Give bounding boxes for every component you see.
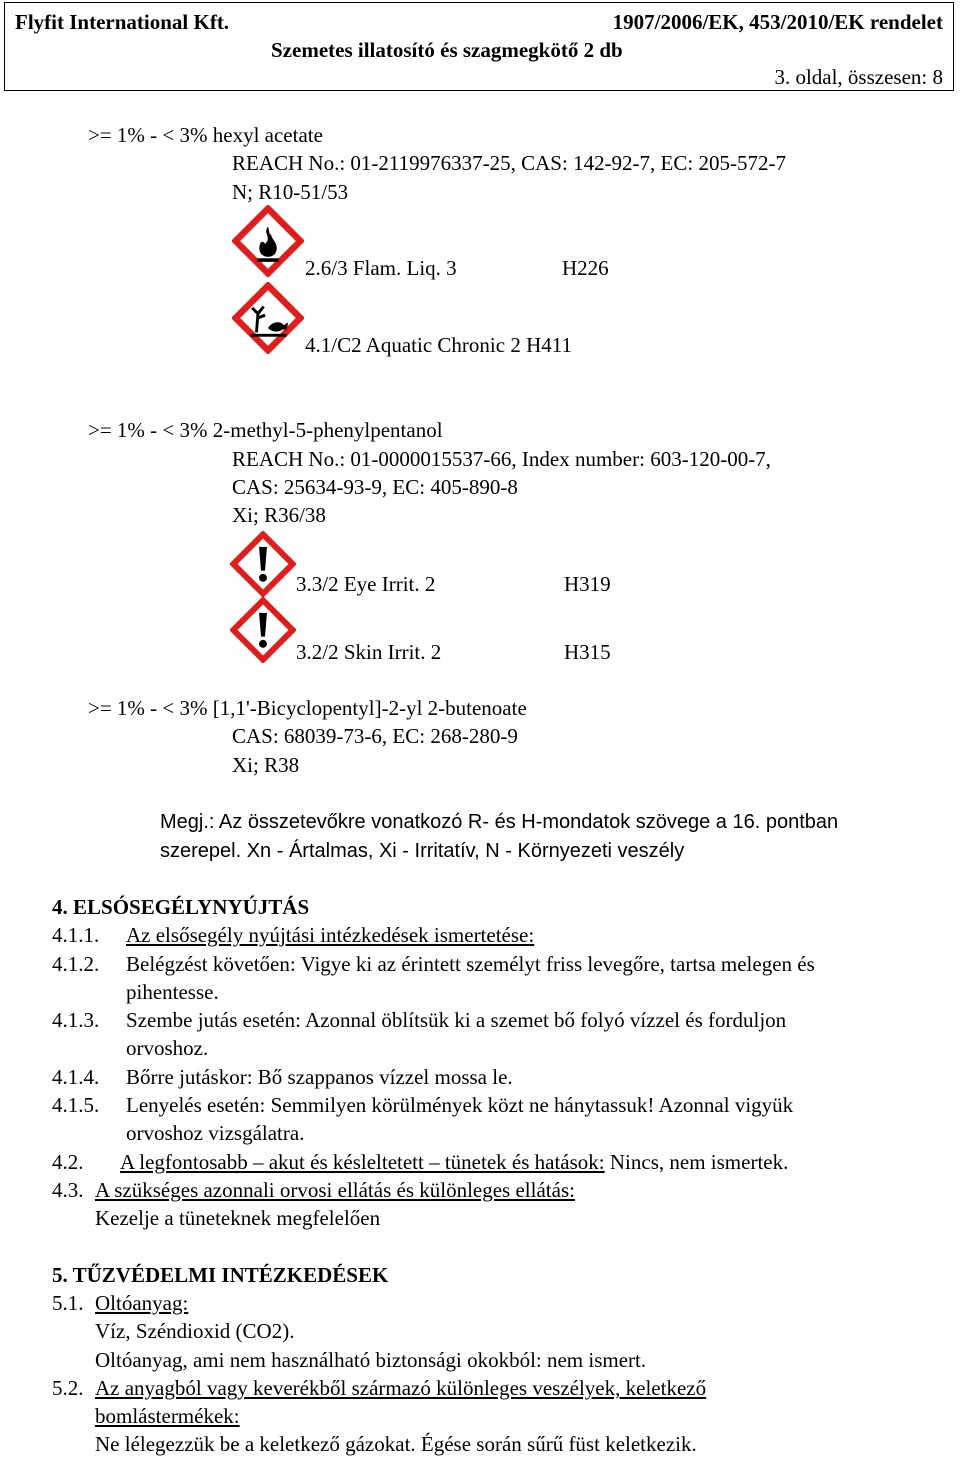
- s51-text-1: Víz, Széndioxid (CO2).: [95, 1319, 295, 1343]
- s414-number: 4.1.4.: [52, 1065, 100, 1089]
- s412-text-2: pihentesse.: [126, 980, 219, 1004]
- s42-number: 4.2.: [52, 1150, 84, 1174]
- s51-heading: Oltóanyag:: [95, 1291, 189, 1315]
- s42-text: Nincs, nem ismertek.: [604, 1150, 789, 1174]
- s415-text-2: orvoshoz vizsgálatra.: [126, 1121, 305, 1145]
- exclamation-icon: [230, 597, 296, 663]
- s52-heading-2: bomlástermékek:: [95, 1404, 240, 1428]
- flame-icon: [232, 205, 304, 277]
- ingredient-3-concentration: >= 1% - < 3% [1,1'-Bicyclopentyl]-2-yl 2-butenoate: [88, 696, 527, 720]
- note-line-2: szerepel. Xn - Ártalmas, Xi - Irritatív, N - Környezeti veszély: [160, 840, 685, 862]
- ingredient-2-hazard-1: H319: [564, 572, 611, 596]
- note-line-1: Megj.: Az összetevőkre vonatkozó R- és H-mondatok szövege a 16. pontban: [160, 811, 839, 833]
- ingredient-2-class-2: 3.2/2 Skin Irrit. 2: [296, 640, 442, 664]
- ingredient-2-class-1: 3.3/2 Eye Irrit. 2: [296, 572, 436, 596]
- ingredient-2-r-phrase: Xi; R36/38: [232, 503, 326, 527]
- s43-heading: A szükséges azonnali orvosi ellátás és különleges ellátás:: [95, 1178, 575, 1202]
- s51-number: 5.1.: [52, 1291, 84, 1315]
- s42-line: [120, 1148, 788, 1176]
- company-name: Flyfit International Kft.: [15, 10, 230, 34]
- s415-number: 4.1.5.: [52, 1093, 100, 1117]
- s43-number: 4.3.: [52, 1178, 84, 1202]
- section-4-title: 4. ELSÓSEGÉLYNYÚJTÁS: [52, 895, 310, 919]
- ingredient-2-concentration: >= 1% - < 3% 2-methyl-5-phenylpentanol: [88, 418, 443, 442]
- ingredient-2-hazard-2: H315: [564, 640, 611, 664]
- product-name: Szemetes illatosító és szagmegkötő 2 db: [271, 38, 623, 62]
- page-number: 3. oldal, összesen: 8: [774, 65, 943, 89]
- s414-text: Bőrre jutáskor: Bő szappanos vízzel mossa le.: [126, 1065, 513, 1089]
- ingredient-3-ids: CAS: 68039-73-6, EC: 268-280-9: [232, 724, 518, 748]
- ingredient-1-r-phrase: N; R10-51/53: [232, 180, 349, 204]
- s52-number: 5.2.: [52, 1376, 84, 1400]
- regulation: 1907/2006/EK, 453/2010/EK rendelet: [612, 10, 943, 34]
- document-header: [4, 2, 954, 91]
- ingredient-1-ids: REACH No.: 01-2119976337-25, CAS: 142-92-7, EC: 205-572-7: [232, 151, 786, 175]
- s52-heading-1: Az anyagból vagy keverékből származó különleges veszélyek, keletkező: [95, 1376, 707, 1400]
- s413-text-1: Szembe jutás esetén: Azonnal öblítsük ki a szemet bő folyó vízzel és forduljon: [126, 1008, 787, 1032]
- ingredient-1-class-2: 4.1/C2 Aquatic Chronic 2 H411: [305, 333, 572, 357]
- s411-number: 4.1.1.: [52, 923, 100, 947]
- s413-number: 4.1.3.: [52, 1008, 100, 1032]
- s52-text: Ne lélegezzük be a keletkező gázokat. Égése során sűrű füst keletkezik.: [95, 1432, 697, 1456]
- s411-heading: Az elsősegély nyújtási intézkedések ismertetése:: [126, 923, 535, 947]
- environment-icon: [232, 282, 304, 354]
- ingredient-1-concentration: >= 1% - < 3% hexyl acetate: [88, 123, 323, 147]
- s43-text: Kezelje a tüneteknek megfelelően: [95, 1206, 381, 1230]
- s412-text-1: Belégzést követően: Vigye ki az érintett személyt friss levegőre, tartsa melegen és: [126, 952, 815, 976]
- section-5-title: 5. TŰZVÉDELMI INTÉZKEDÉSEK: [52, 1263, 389, 1287]
- s415-text-1: Lenyelés esetén: Semmilyen körülmények közt ne hánytassuk! Azonnal vigyük: [126, 1093, 794, 1117]
- s412-number: 4.1.2.: [52, 952, 100, 976]
- s413-text-2: orvoshoz.: [126, 1036, 209, 1060]
- exclamation-icon: [230, 531, 296, 597]
- ingredient-2-ids-line-2: CAS: 25634-93-9, EC: 405-890-8: [232, 475, 518, 499]
- ingredient-1-hazard-1: H226: [562, 256, 609, 280]
- ingredient-2-ids-line-1: REACH No.: 01-0000015537-66, Index number: 603-120-00-7,: [232, 447, 771, 471]
- s42-heading: A legfontosabb – akut és késleltetett – tünetek és hatások:: [120, 1150, 605, 1174]
- ingredient-3-r-phrase: Xi; R38: [232, 753, 300, 777]
- s51-text-2: Oltóanyag, ami nem használható biztonsági okokból: nem ismert.: [95, 1348, 647, 1372]
- ingredient-1-class-1: 2.6/3 Flam. Liq. 3: [305, 256, 457, 280]
